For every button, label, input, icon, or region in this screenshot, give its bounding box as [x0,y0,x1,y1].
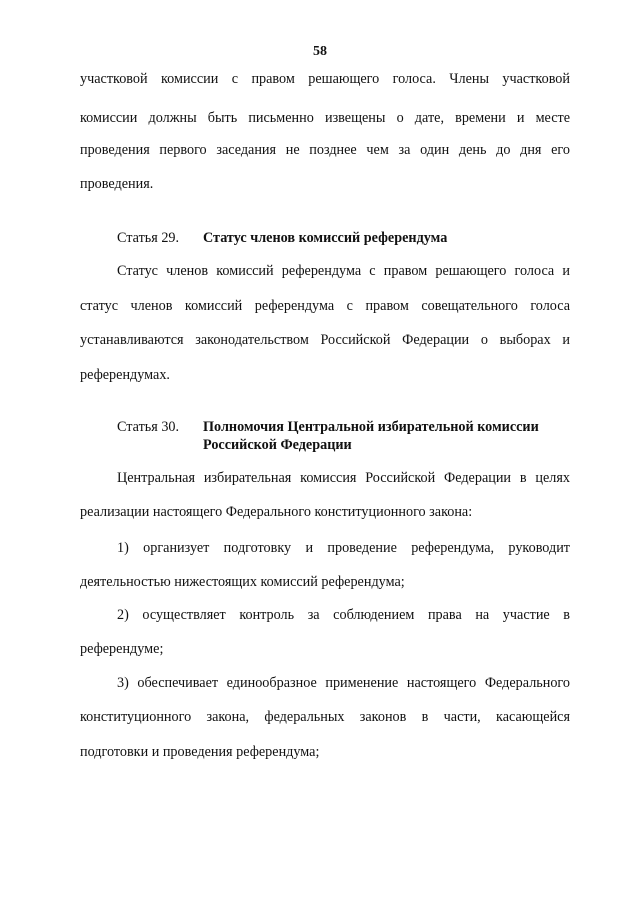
list-item-line: подготовки и проведения референдума; [80,744,320,760]
article-30-title-line2: Российской Федерации [203,437,352,453]
paragraph-line: Статус членов комиссий референдума с правом решающего голоса и [117,263,570,279]
paragraph-line: Центральная избирательная комиссия Российской Федерации в целях [117,470,570,486]
article-30-title-line1: Полномочия Центральной избирательной комиссии [203,419,539,435]
list-item-line: референдуме; [80,641,164,657]
paragraph-line: участковой комиссии с правом решающего голоса. Члены участковой [80,71,570,87]
paragraph-line: реализации настоящего Федерального конституционного закона: [80,504,473,520]
page-number: 58 [313,44,327,59]
list-item-line: деятельностью нижестоящих комиссий референдума; [80,574,405,590]
list-item-line: конституционного закона, федеральных законов в части, касающейся [80,709,570,725]
list-item-line: 1) организует подготовку и проведение референдума, руководит [117,540,570,556]
paragraph-line: статус членов комиссий референдума с правом совещательного голоса [80,298,570,314]
list-item-line: 2) осуществляет контроль за соблюдением права на участие в [117,607,570,623]
article-30-number: Статья 30. [117,419,180,435]
paragraph-line: проведения первого заседания не позднее чем за один день до дня его [80,142,570,158]
list-item-line: 3) обеспечивает единообразное применение настоящего Федерального [117,675,570,691]
paragraph-line: комиссии должны быть письменно извещены о дате, времени и месте [80,110,570,126]
paragraph-line: устанавливаются законодательством Российской Федерации о выборах и [80,332,570,348]
paragraph-line: проведения. [80,176,154,192]
article-29-number: Статья 29. [117,230,180,246]
paragraph-line: референдумах. [80,367,170,383]
article-29-title: Статус членов комиссий референдума [203,230,448,246]
